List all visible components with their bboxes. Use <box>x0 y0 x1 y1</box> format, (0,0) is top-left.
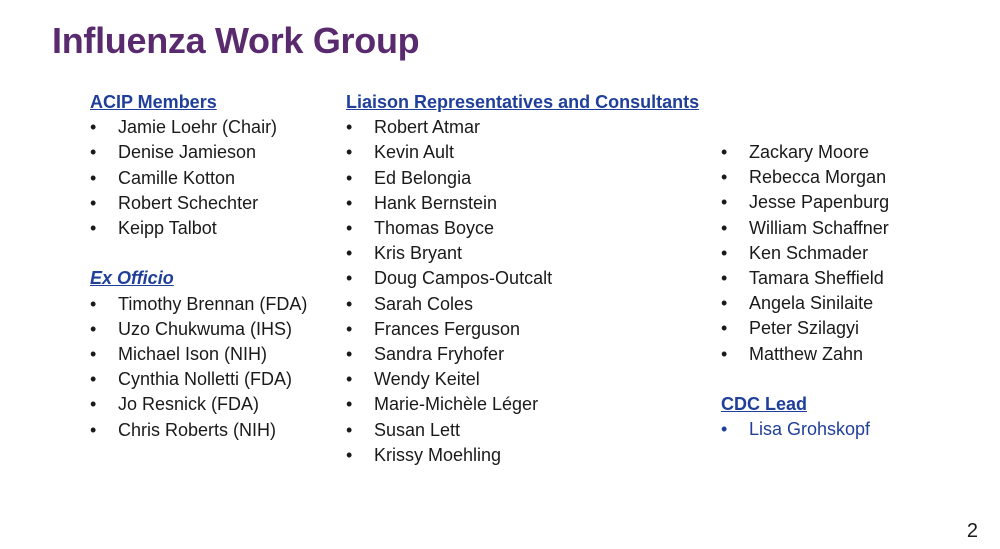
page-number: 2 <box>966 520 978 542</box>
ex-officio-list <box>90 292 307 443</box>
list-item: • Wendy Keitel <box>346 367 699 392</box>
cdc-lead-list <box>721 417 889 442</box>
liaison-list-continued <box>721 140 889 367</box>
list-item: • Robert Schechter <box>90 191 307 216</box>
acip-members-heading: ACIP Members <box>90 92 217 112</box>
spacer <box>721 367 889 392</box>
list-item: • Marie-Michèle Léger <box>346 392 699 417</box>
liaison-list <box>346 115 699 468</box>
list-item: • Rebecca Morgan <box>721 165 889 190</box>
list-item: • Matthew Zahn <box>721 342 889 367</box>
ex-officio-heading: Ex Officio <box>90 268 174 289</box>
list-item: • Michael Ison (NIH) <box>90 342 307 367</box>
column-liaison-continued <box>721 140 889 442</box>
list-item: • Frances Ferguson <box>346 317 699 342</box>
list-item: • Uzo Chukwuma (IHS) <box>90 317 307 342</box>
list-item: • William Schaffner <box>721 216 889 241</box>
list-item: • Ken Schmader <box>721 241 889 266</box>
list-item: • Kevin Ault <box>346 140 699 165</box>
list-item: • Doug Campos-Outcalt <box>346 266 699 291</box>
list-item: • Cynthia Nolletti (FDA) <box>90 367 307 392</box>
column-liaison <box>346 90 699 468</box>
list-item: • Krissy Moehling <box>346 443 699 468</box>
acip-members-list <box>90 115 307 241</box>
list-item: • Jamie Loehr (Chair) <box>90 115 307 140</box>
list-item: • Angela Sinilaite <box>721 291 889 316</box>
list-item: • Hank Bernstein <box>346 191 699 216</box>
list-item: • Jo Resnick (FDA) <box>90 392 307 417</box>
list-item: • Kris Bryant <box>346 241 699 266</box>
list-item: • Camille Kotton <box>90 166 307 191</box>
list-item: • Chris Roberts (NIH) <box>90 418 307 443</box>
slide-title: Influenza Work Group <box>52 20 420 61</box>
list-item: • Peter Szilagyi <box>721 316 889 341</box>
list-item: • Lisa Grohskopf <box>721 417 889 442</box>
list-item: • Keipp Talbot <box>90 216 307 241</box>
cdc-lead-heading: CDC Lead <box>721 394 808 415</box>
list-item: • Timothy Brennan (FDA) <box>90 292 307 317</box>
column-acip-exofficio <box>90 90 307 443</box>
list-item: • Denise Jamieson <box>90 140 307 165</box>
list-item: • Susan Lett <box>346 418 699 443</box>
spacer <box>90 241 307 266</box>
list-item: • Robert Atmar <box>346 115 699 140</box>
list-item: • Ed Belongia <box>346 166 699 191</box>
list-item: • Jesse Papenburg <box>721 190 889 215</box>
list-item: • Tamara Sheffield <box>721 266 889 291</box>
liaison-heading: Liaison Representatives and Consultants <box>346 92 700 112</box>
list-item: • Thomas Boyce <box>346 216 699 241</box>
list-item: • Zackary Moore <box>721 140 889 165</box>
list-item: • Sarah Coles <box>346 292 699 317</box>
list-item: • Sandra Fryhofer <box>346 342 699 367</box>
